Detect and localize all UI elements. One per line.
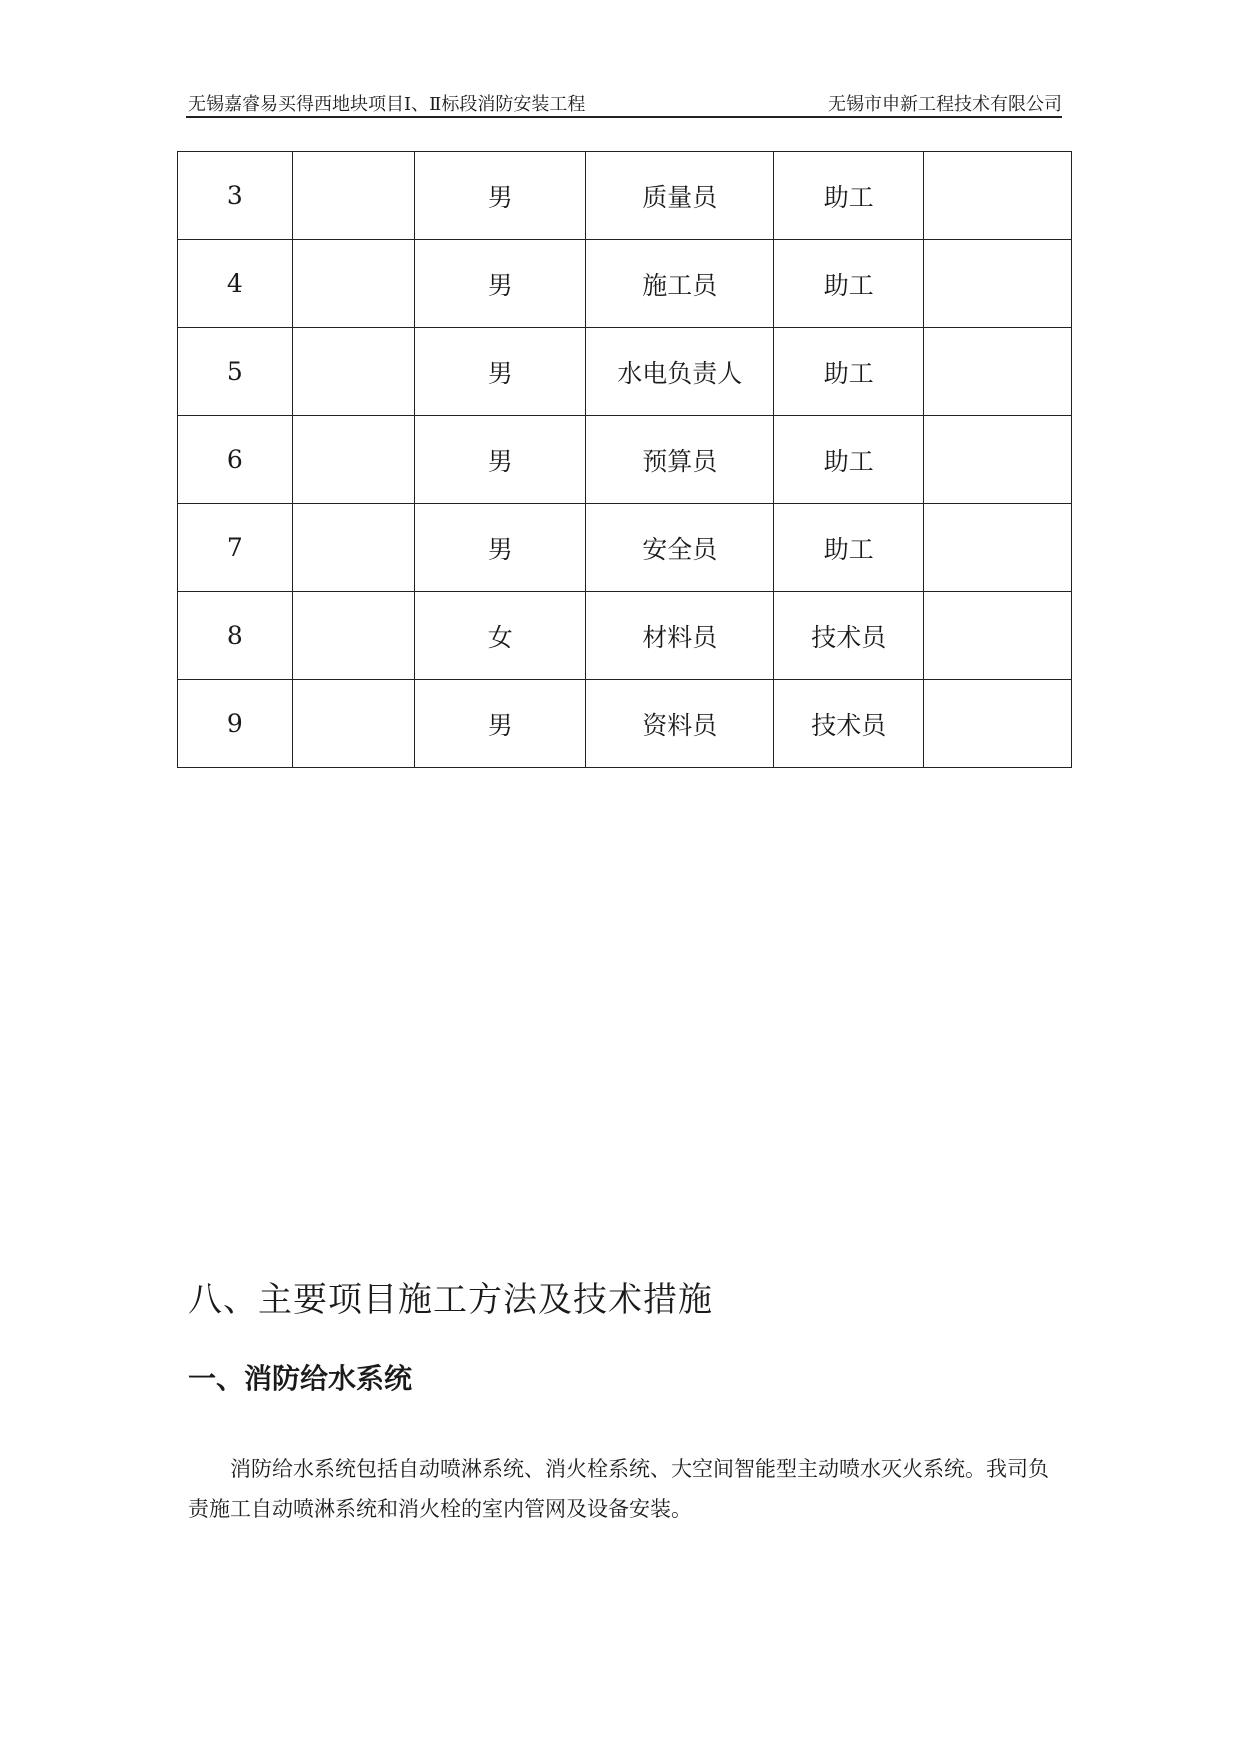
row-note — [924, 416, 1072, 504]
row-title: 技术员 — [774, 680, 924, 768]
section-title: 八、主要项目施工方法及技术措施 — [188, 1280, 713, 1320]
row-position: 水电负责人 — [586, 328, 774, 416]
row-note — [924, 240, 1072, 328]
row-number: 5 — [178, 328, 293, 416]
header-project-name: 无锡嘉睿易买得西地块项目Ⅰ、Ⅱ标段消防安装工程 — [188, 94, 586, 115]
row-position: 安全员 — [586, 504, 774, 592]
row-position: 施工员 — [586, 240, 774, 328]
header-company-name: 无锡市申新工程技术有限公司 — [828, 94, 1062, 115]
row-name — [292, 416, 415, 504]
row-gender: 男 — [415, 240, 586, 328]
row-note — [924, 504, 1072, 592]
row-gender: 男 — [415, 328, 586, 416]
row-number: 4 — [178, 240, 293, 328]
table-row — [178, 680, 1072, 768]
row-name — [292, 240, 415, 328]
row-gender: 女 — [415, 592, 586, 680]
row-number: 6 — [178, 416, 293, 504]
row-note — [924, 680, 1072, 768]
table-row — [178, 328, 1072, 416]
row-name — [292, 592, 415, 680]
table-row — [178, 240, 1072, 328]
table-row — [178, 592, 1072, 680]
row-position: 预算员 — [586, 416, 774, 504]
page-header — [186, 86, 1062, 118]
subsection-title: 一、消防给水系统 — [188, 1362, 413, 1395]
staff-table — [177, 151, 1072, 768]
row-number: 7 — [178, 504, 293, 592]
row-position: 质量员 — [586, 152, 774, 240]
row-name — [292, 152, 415, 240]
table-row — [178, 504, 1072, 592]
body-paragraph: 消防给水系统包括自动喷淋系统、消火栓系统、大空间智能型主动喷水灭火系统。我司负责施工自动喷淋系统和消火栓的室内管网及设备安装。 — [188, 1457, 1049, 1521]
table-row — [178, 416, 1072, 504]
row-number: 3 — [178, 152, 293, 240]
row-gender: 男 — [415, 152, 586, 240]
row-position: 材料员 — [586, 592, 774, 680]
row-title: 助工 — [774, 240, 924, 328]
row-number: 8 — [178, 592, 293, 680]
row-name — [292, 328, 415, 416]
row-gender: 男 — [415, 680, 586, 768]
row-name — [292, 680, 415, 768]
row-title: 助工 — [774, 328, 924, 416]
row-number: 9 — [178, 680, 293, 768]
row-name — [292, 504, 415, 592]
row-gender: 男 — [415, 416, 586, 504]
row-note — [924, 152, 1072, 240]
row-position: 资料员 — [586, 680, 774, 768]
table-row — [178, 152, 1072, 240]
row-note — [924, 328, 1072, 416]
row-note — [924, 592, 1072, 680]
row-gender: 男 — [415, 504, 586, 592]
row-title: 助工 — [774, 152, 924, 240]
row-title: 技术员 — [774, 592, 924, 680]
row-title: 助工 — [774, 416, 924, 504]
row-title: 助工 — [774, 504, 924, 592]
